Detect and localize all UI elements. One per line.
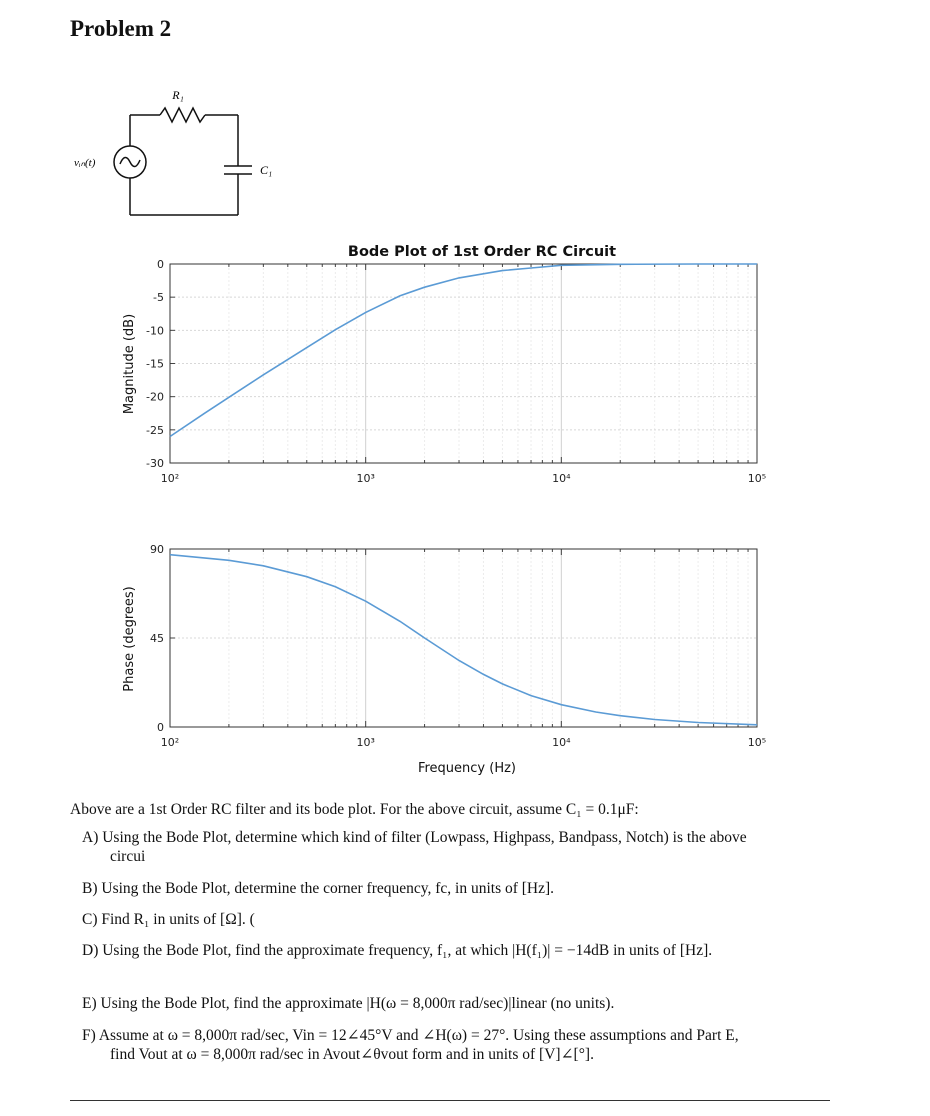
page-divider (70, 1100, 830, 1101)
question-text: Using the Bode Plot, determine which kind of filter (Lowpass, Highpass, Bandpass, Notch) is the above (102, 829, 747, 846)
question-text: Assume at ω = 8,000π rad/sec, Vin = 12∠45°V and ∠H(ω) = 27°. Using these assumptions and Part E, (98, 1027, 739, 1044)
x-tick-label: 10⁵ (747, 472, 767, 485)
capacitor-label: C₁ (260, 163, 273, 177)
magnitude-ylabel: Magnitude (dB) (122, 313, 137, 415)
question-label: B) (82, 880, 98, 897)
y-tick-label: -10 (146, 324, 164, 338)
question-label: A) (82, 829, 99, 846)
magnitude-plot (146, 258, 766, 485)
question-e (82, 994, 842, 1013)
question-text-continued: circui (110, 848, 146, 865)
page-title: Problem 2 (70, 16, 172, 41)
question-text: Find R₁ in units of [Ω]. ( (101, 911, 255, 928)
question-label: D) (82, 942, 99, 959)
y-tick-label: -20 (146, 390, 164, 404)
question-b (82, 879, 842, 898)
chart-title: Bode Plot of 1st Order RC Circuit (347, 244, 617, 260)
y-tick-label: -5 (153, 291, 164, 305)
phase-plot (150, 543, 766, 749)
question-text: Using the Bode Plot, determine the corner frequency, fc, in units of [Hz]. (101, 880, 555, 897)
phase-ylabel: Phase (degrees) (122, 586, 137, 692)
y-tick-label: 0 (157, 721, 164, 734)
question-f (82, 1026, 842, 1064)
x-tick-label: 10² (160, 472, 180, 485)
question-a (82, 828, 842, 866)
x-tick-label: 10³ (356, 472, 375, 485)
y-tick-label: 90 (150, 543, 164, 556)
question-text: Using the Bode Plot, find the approximate frequency, f₁, at which |H(f₁)| = −14dB in units of [Hz]. (102, 942, 713, 959)
question-d (82, 941, 842, 960)
y-tick-label: -30 (146, 457, 164, 470)
question-text-continued: find Vout at ω = 8,000π rad/sec in Avout∠θvout form and in units of [V]∠[°]. (110, 1046, 594, 1063)
y-tick-label: -25 (146, 423, 164, 437)
resistor-label: R₁ (172, 88, 184, 102)
y-tick-label: 0 (157, 258, 164, 271)
question-label: C) (82, 911, 98, 928)
question-c (82, 910, 842, 929)
question-text: Using the Bode Plot, find the approximate |H(ω = 8,000π rad/sec)|linear (no units). (100, 995, 615, 1012)
frequency-xlabel: Frequency (Hz) (417, 761, 517, 776)
question-label: E) (82, 995, 97, 1012)
question-label: F) (82, 1027, 96, 1044)
y-tick-label: 45 (150, 632, 164, 645)
intro-text: Above are a 1st Order RC filter and its bode plot. For the above circuit, assume C₁ = 0.1μF: (70, 801, 639, 818)
x-tick-label: 10⁴ (552, 736, 571, 749)
x-tick-label: 10⁴ (552, 472, 571, 485)
source-label: vᵢₙ(t) (74, 157, 96, 169)
y-tick-label: -15 (146, 357, 164, 371)
x-tick-label: 10³ (356, 736, 375, 749)
x-tick-label: 10² (160, 736, 180, 749)
x-tick-label: 10⁵ (747, 736, 767, 749)
